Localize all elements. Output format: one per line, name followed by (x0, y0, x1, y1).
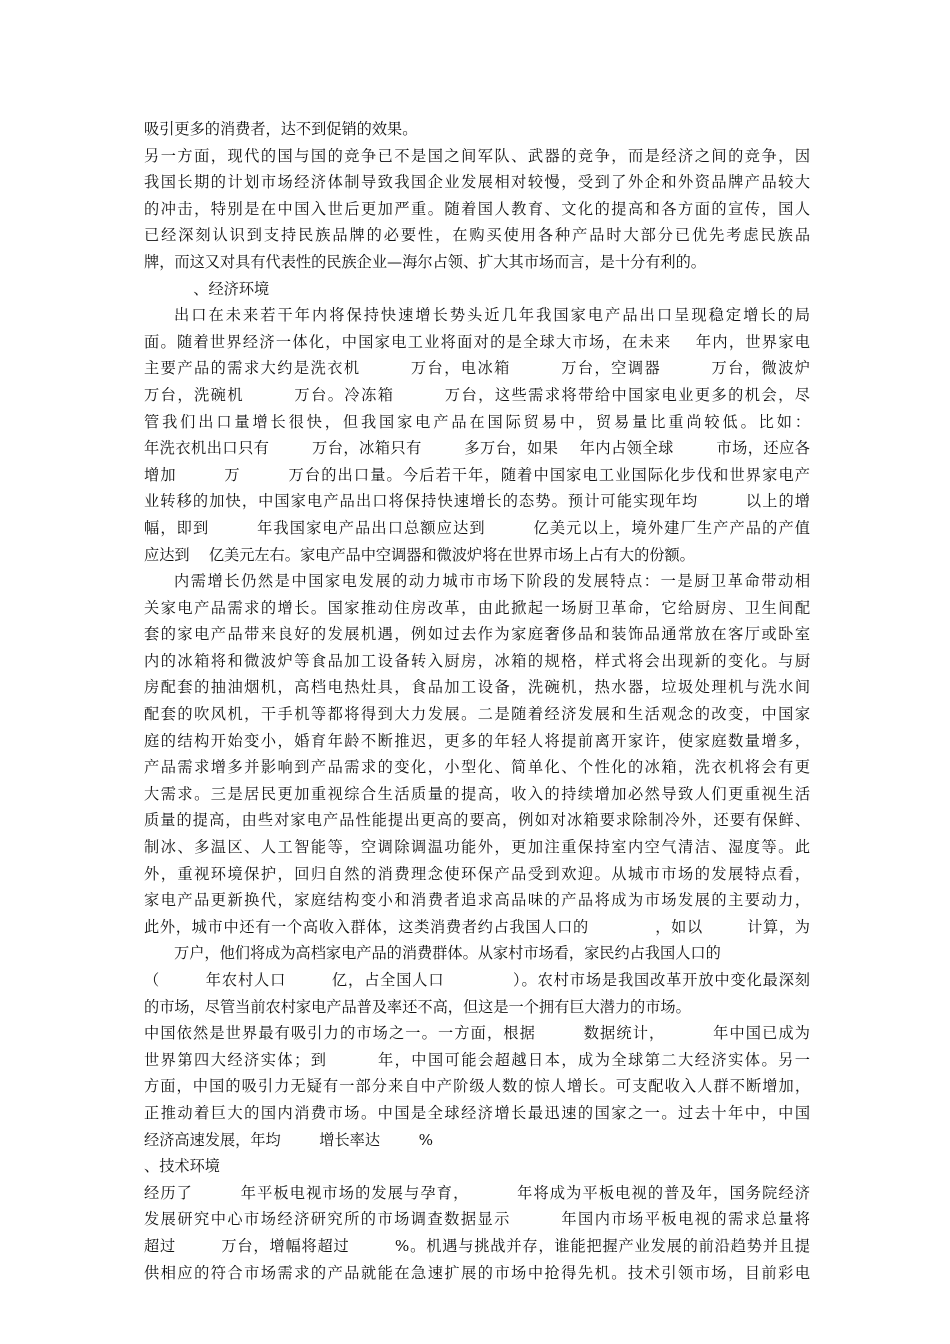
text-line: 关家电产品需求的增长。国家推动住房改革，由此掀起一场厨卫革命，它给厨房、卫生间配 (144, 598, 810, 617)
text-line: 万户，他们将成为高档家电产品的消费群体。从家村市场看，家民约占我国人口的 (174, 944, 721, 963)
text-line: 业转移的加快，中国家电产品出口将保持快速增长的态势。预计可能实现年均 以上的增 (144, 492, 810, 511)
text-line: 方面，中国的吸引力无疑有一部分来自中产阶级人数的惊人增长。可支配收入人群不断增加， (144, 1077, 810, 1096)
text-line: 、经济环境 (174, 279, 270, 298)
text-line: 、技术环境 (144, 1157, 220, 1176)
text-line: 经济高速发展，年均 增长率达 % (144, 1130, 434, 1149)
text-line: 内需增长仍然是中国家电发展的动力城市市场下阶段的发展特点：一是厨卫革命带动相 (174, 572, 810, 591)
text-line: 我国长期的计划市场经济体制导致我国企业发展相对较慢，受到了外企和外资品牌产品较大 (144, 173, 810, 192)
text-line: 大需求。三是居民更加重视综合生活质量的提高，收入的持续增加必然导致人们更重视生活 (144, 784, 810, 803)
text-line: 正推动着巨大的国内消费市场。中国是全球经济增长最迅速的国家之一。过去十年中，中国 (144, 1103, 810, 1122)
text-line: 质量的提高，由些对家电产品性能提出更高的要高，例如对冰箱要求除制冷外，还要有保鲜、 (144, 811, 810, 830)
text-line: 吸引更多的消费者，达不到促销的效果。 (144, 120, 418, 138)
text-line: （ 年农村人口 亿，占全国人口 ）。农村市场是我国改革开放中变化最深刻 (144, 971, 810, 989)
text-line: 经历了 年平板电视市场的发展与孕育， 年将成为平板电视的普及年，国务院经济 (144, 1183, 810, 1202)
document-body (144, 116, 810, 1286)
text-line: 的冲击，特别是在中国入世后更加严重。随着国人教育、文化的提高和各方面的宣传，国人 (144, 199, 810, 218)
text-line: 供相应的符合市场需求的产品就能在急速扩展的市场中抢得先机。技术引领市场，目前彩电 (144, 1263, 810, 1282)
text-line: 家电产品更新换代，家庭结构变小和消费者追求高品味的产品将成为市场发展的主要动力， (144, 891, 810, 910)
text-line: 中国依然是世界最有吸引力的市场之一。一方面，根据 数据统计， 年中国已成为 (144, 1024, 810, 1043)
text-line: 应达到 亿美元左右。家电产品中空调器和微波炉将在世界市场上占有大的份额。 (144, 545, 695, 564)
text-line: 超过 万台，增幅将超过 %。机遇与挑战并存，谁能把握产业发展的前沿趋势并且提 (144, 1236, 810, 1255)
text-line: 管我们出口量增长很快，但我国家电产品在国际贸易中，贸易量比重尚较低。比如： (144, 412, 810, 431)
text-line: 内的冰箱将和微波炉等食品加工设备转入厨房，冰箱的规格，样式将会出现新的变化。与厨 (144, 651, 810, 670)
text-line: 庭的结构开始变小，婚育年龄不断推迟，更多的年轻人将提前离开家许，使家庭数量增多， (144, 731, 810, 750)
text-line: 出口在未来若干年内将保持快速增长势头近几年我国家电产品出口呈现稳定增长的局 (174, 306, 810, 325)
text-line: 发展研究中心市场经济研究所的市场调查数据显示 年国内市场平板电视的需求总量将 (144, 1210, 810, 1229)
text-line: 年洗衣机出口只有 万台，冰箱只有 多万台，如果 年内占领全球 市场，还应各 (144, 439, 810, 458)
text-line: 配套的吹风机，干手机等都将得到大力发展。二是随着经济发展和生活观念的改变，中国家 (144, 705, 810, 724)
text-line: 此外，城市中还有一个高收入群体，这类消费者约占我国人口的 ，如以 计算，为 (144, 917, 810, 936)
text-line: 房配套的抽油烟机，高档电热灶具，食品加工设备，洗碗机，热水器，垃圾处理机与洗水间 (144, 678, 810, 697)
text-line: 世界第四大经济实体；到 年，中国可能会超越日本，成为全球第二大经济实体。另一 (144, 1050, 810, 1069)
text-line: 幅，即到 年我国家电产品出口总额应达到 亿美元以上，境外建厂生产产品的产值 (144, 518, 810, 537)
text-line: 主要产品的需求大约是洗衣机 万台，电冰箱 万台，空调器 万台，微波炉 (144, 359, 810, 378)
text-line: 牌，而这又对具有代表性的民族企业—海尔占领、扩大其市场而言，是十分有利的。 (144, 252, 706, 271)
text-line: 另一方面，现代的国与国的竞争已不是国之间军队、武器的竞争，而是经济之间的竞争，因 (144, 146, 810, 165)
text-line: 产品需求增多并影响到产品需求的变化，小型化、简单化、个性化的冰箱，洗衣机将会有更 (144, 758, 810, 777)
text-line: 面。随着世界经济一体化，中国家电工业将面对的是全球大市场，在未来 年内，世界家电 (144, 332, 810, 351)
text-line: 增加 万 万台的出口量。今后若干年，随着中国家电工业国际化步伐和世界家电产 (144, 465, 810, 484)
text-line: 套的家电产品带来良好的发展机遇，例如过去作为家庭奢侈品和装饰品通常放在客厅或卧室 (144, 625, 810, 644)
text-line: 万台，洗碗机 万台。冷冻箱 万台，这些需求将带给中国家电业更多的机会，尽 (144, 385, 810, 404)
text-line: 制冰、多温区、人工智能等，空调除调温功能外，更加注重保持室内空气清洁、湿度等。此 (144, 838, 810, 857)
text-line: 已经深刻认识到支持民族品牌的必要性，在购买使用各种产品时大部分已优先考虑民族品 (144, 226, 810, 245)
text-line: 的市场，尽管当前农村家电产品普及率还不高，但这是一个拥有巨大潜力的市场。 (144, 997, 691, 1016)
text-line: 外，重视环境保护，回归自然的消费理念使环保产品受到欢迎。从城市市场的发展特点看， (144, 864, 810, 883)
